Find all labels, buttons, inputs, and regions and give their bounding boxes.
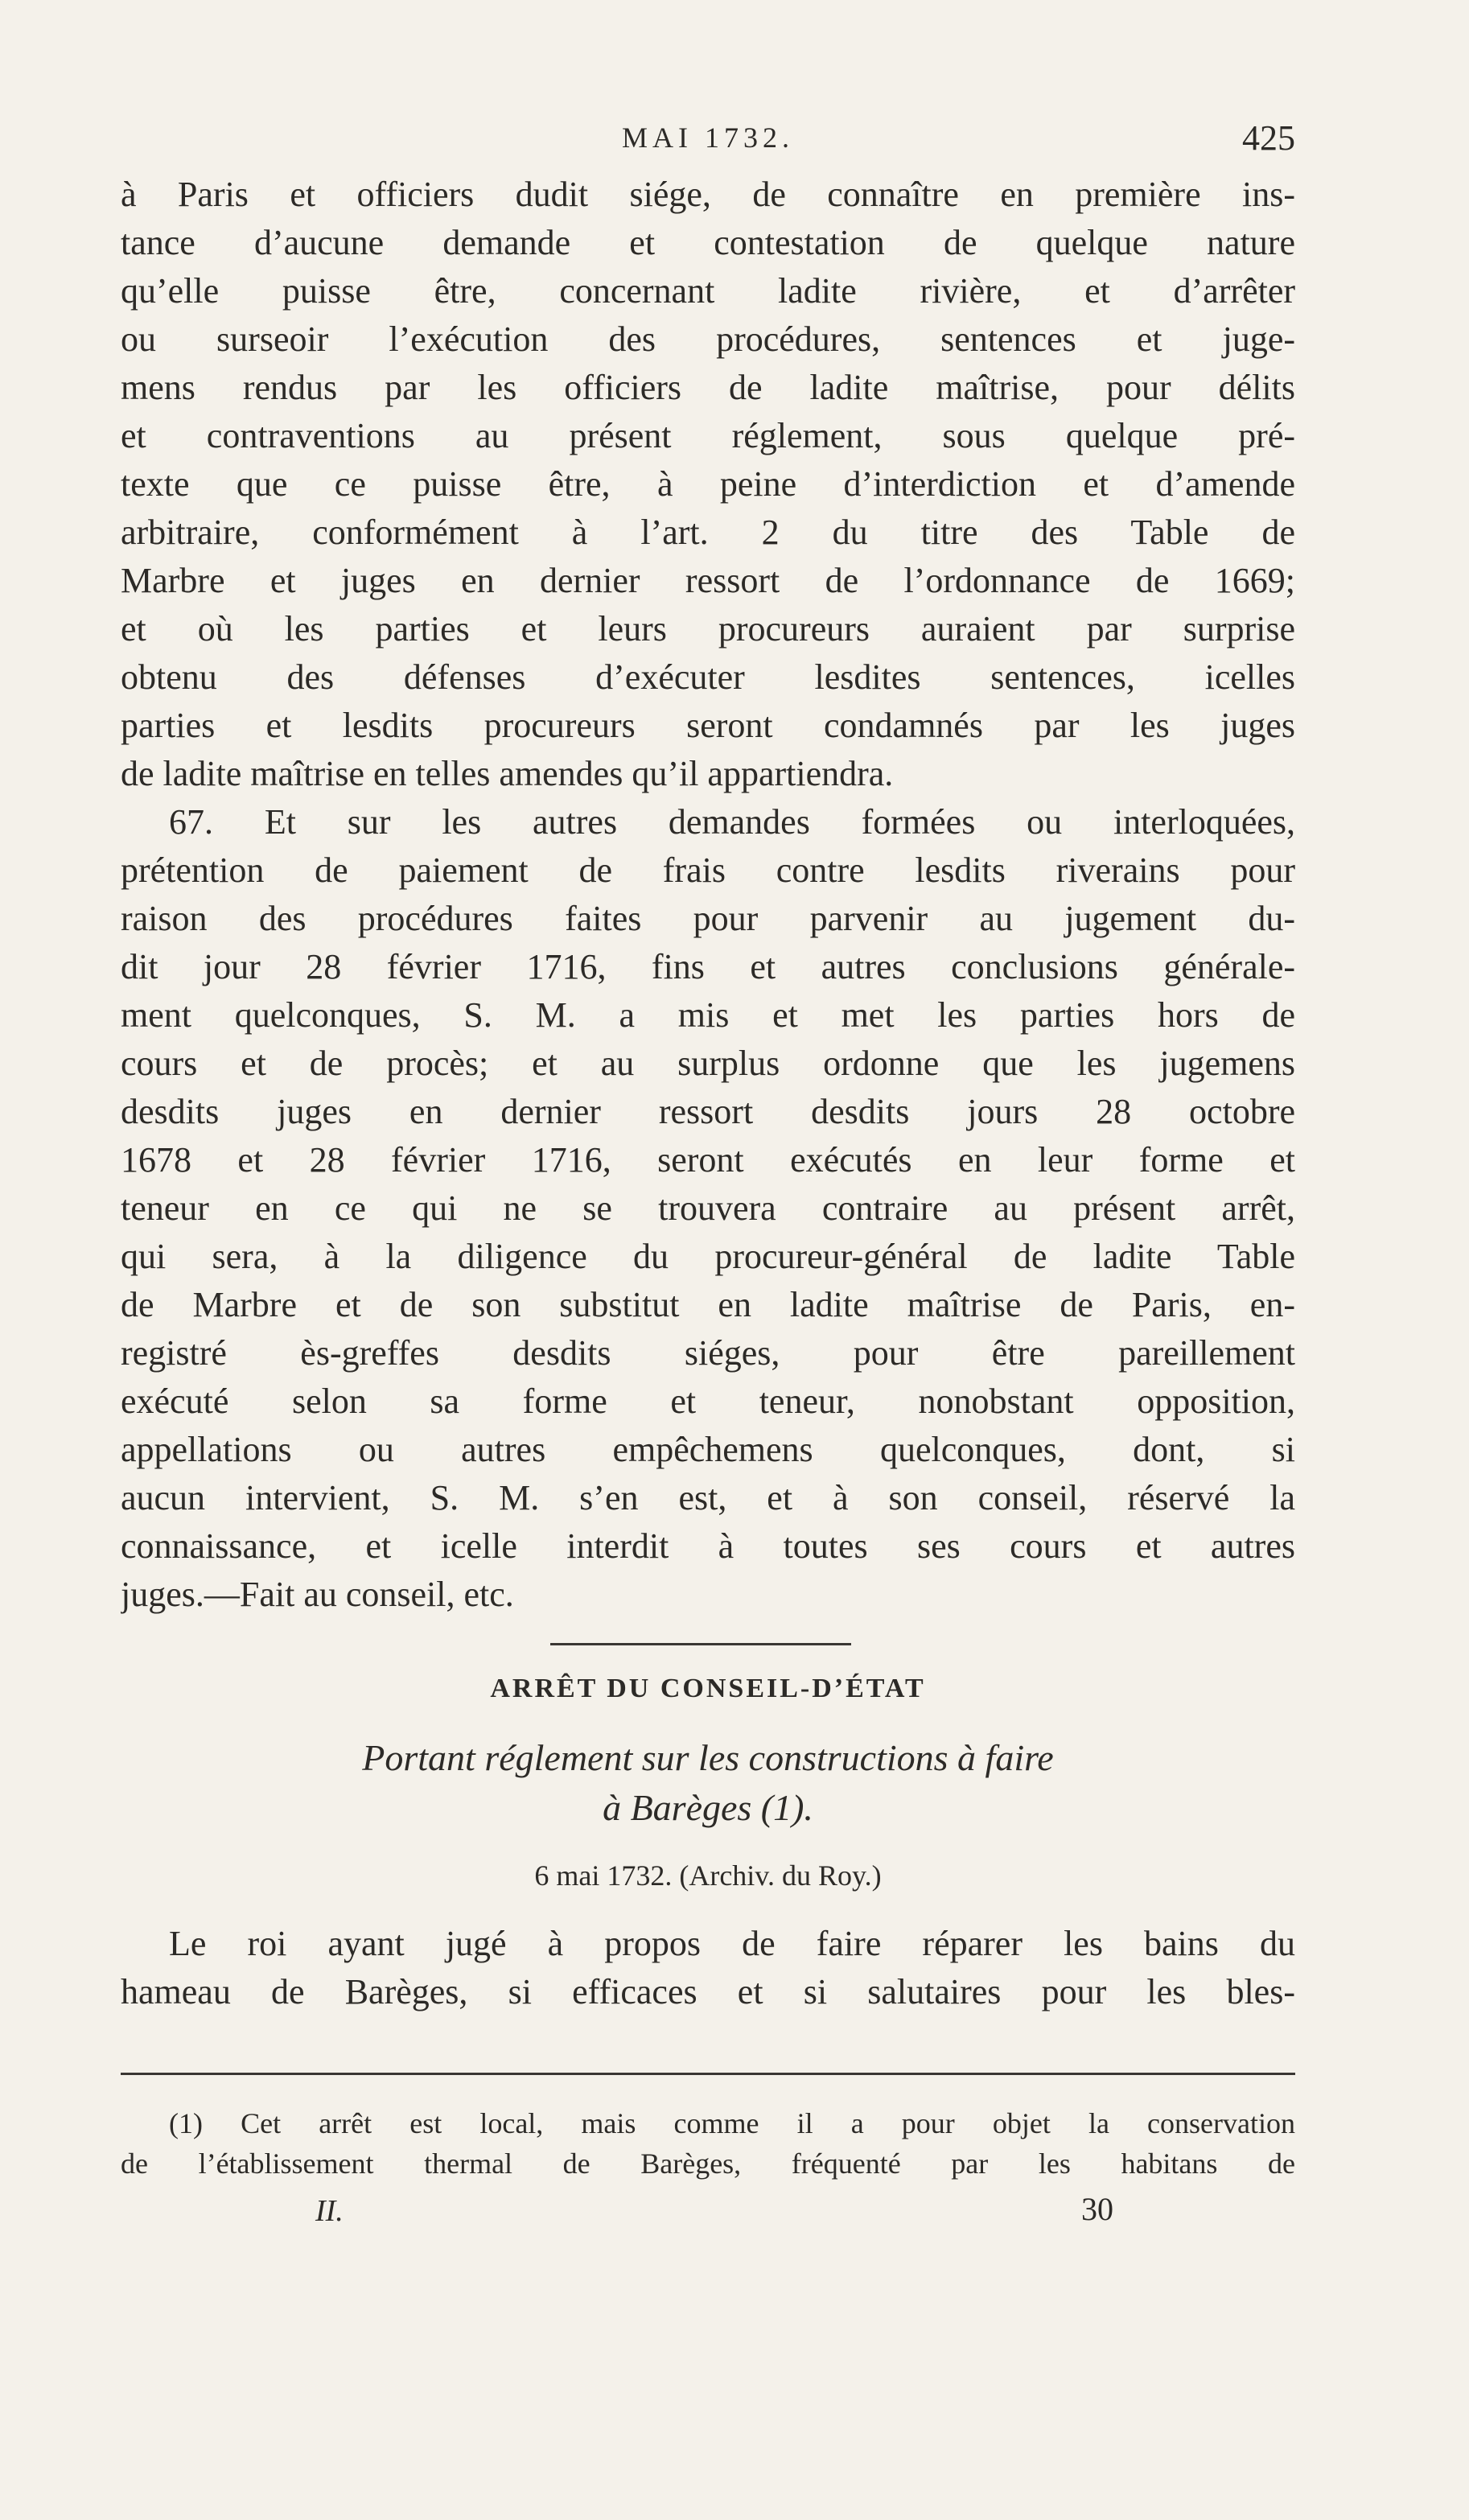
text-line: connaissance, et icelle interdit à toutes ses cours et autres	[121, 1526, 1295, 1566]
page-header	[121, 118, 1295, 166]
text-line: prétention de paiement de frais contre lesdits riverains pour	[121, 850, 1295, 890]
page-number: 425	[1242, 118, 1295, 158]
body-text	[121, 171, 1295, 1619]
text-line: de ladite maîtrise en telles amendes qu’il appartiendra.	[121, 754, 894, 793]
text-line: ou surseoir l’exécution des procédures, sentences et juge-	[121, 319, 1295, 359]
subtitle-line: Portant réglement sur les constructions à faire	[362, 1737, 1054, 1778]
text-line: parties et lesdits procureurs seront condamnés par les juges	[121, 706, 1295, 745]
running-head: MAI 1732.	[622, 121, 794, 154]
text-line: obtenu des défenses d’exécuter lesdites sentences, icelles	[121, 657, 1295, 697]
text-line: de Marbre et de son substitut en ladite maîtrise de Paris, en-	[121, 1285, 1295, 1324]
signature-mark: II.	[315, 2194, 344, 2228]
text-line: cours et de procès; et au surplus ordonne que les jugemens	[121, 1044, 1295, 1083]
dateline: 6 mai 1732. (Archiv. du Roy.)	[534, 1859, 882, 1892]
text-line: qui sera, à la diligence du procureur-général de ladite Table	[121, 1237, 1295, 1276]
text-line: exécuté selon sa forme et teneur, nonobstant opposition,	[121, 1381, 1295, 1421]
text-line: appellations ou autres empêchemens quelconques, dont, si	[121, 1430, 1295, 1469]
footnote-line: (1) Cet arrêt est local, mais comme il a pour objet la conservation	[169, 2107, 1295, 2139]
text-line: 1678 et 28 février 1716, seront exécutés en leur forme et	[121, 1140, 1295, 1180]
footnote-line: de l’établissement thermal de Barèges, fréquenté par les habitans de	[121, 2147, 1295, 2180]
text-line: desdits juges en dernier ressort desdits jours 28 octobre	[121, 1092, 1295, 1131]
footnote	[121, 2103, 1295, 2184]
text-line: Le roi ayant jugé à propos de faire réparer les bains du	[169, 1924, 1295, 1963]
text-line: texte que ce puisse être, à peine d’interdiction et d’amende	[121, 464, 1295, 504]
text-line: aucun intervient, S. M. s’en est, et à son conseil, réservé la	[121, 1478, 1295, 1517]
text-line: dit jour 28 février 1716, fins et autres conclusions générale-	[121, 947, 1295, 986]
text-line: juges.—Fait au conseil, etc.	[121, 1575, 514, 1614]
article-67-start: 67. Et sur les autres demandes formées ou interloquées,	[169, 802, 1295, 842]
text-line: hameau de Barèges, si efficaces et si salutaires pour les bles-	[121, 1972, 1295, 2011]
opening-paragraph	[121, 1920, 1295, 2016]
text-line: ment quelconques, S. M. a mis et met les parties hors de	[121, 995, 1295, 1035]
text-line: arbitraire, conformément à l’art. 2 du titre des Table de	[121, 513, 1295, 552]
section-divider	[550, 1643, 851, 1645]
text-line: raison des procédures faites pour parvenir au jugement du-	[121, 899, 1295, 938]
text-line: registré ès-greffes desdits siéges, pour être pareillement	[121, 1333, 1295, 1373]
text-line: et où les parties et leurs procureurs auraient par surprise	[121, 609, 1295, 649]
text-line: Marbre et juges en dernier ressort de l’ordonnance de 1669;	[121, 561, 1295, 600]
section-subtitle	[121, 1733, 1295, 1833]
text-line: mens rendus par les officiers de ladite maîtrise, pour délits	[121, 368, 1295, 407]
text-line: tance d’aucune demande et contestation de quelque nature	[121, 223, 1295, 262]
footnote-divider	[121, 2073, 1295, 2075]
subtitle-line: à Barèges (1).	[603, 1787, 813, 1828]
text-line: qu’elle puisse être, concernant ladite rivière, et d’arrêter	[121, 271, 1295, 311]
text-line: teneur en ce qui ne se trouvera contraire au présent arrêt,	[121, 1188, 1295, 1228]
text-line: à Paris et officiers dudit siége, de connaître en première ins-	[121, 175, 1295, 214]
text-line: et contraventions au présent réglement, sous quelque pré-	[121, 416, 1295, 455]
section-title: ARRÊT DU CONSEIL-D’ÉTAT	[490, 1674, 926, 1703]
signature-number: 30	[1081, 2191, 1113, 2227]
